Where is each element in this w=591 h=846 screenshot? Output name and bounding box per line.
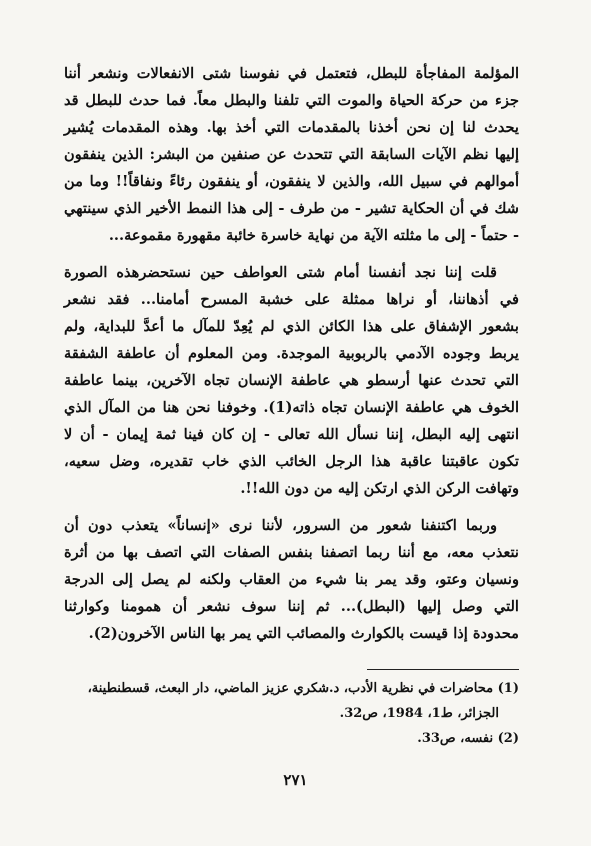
text-line: أموالهم في سبيل الله، والذين لا ينفقون، أو ينفقون رئاءً ونفاقاً!! وما من xyxy=(64,173,519,190)
footnote-text: نفسه، ص33. xyxy=(417,731,494,746)
text-line: انتهى إليه البطل، إننا نسأل الله تعالى - إن كان فينا ثمة إيمان - أن لا xyxy=(64,426,519,443)
footnote-2 xyxy=(64,726,519,751)
footnote-1-continuation: الجزائر، ط1، 1984، ص32. xyxy=(339,706,499,721)
text-line: يحدث لنا إن نحن أخذنا بالمقدمات التي أخذ بها. وهذه المقدمات يُشير xyxy=(64,119,519,136)
footnote-marker: (1) xyxy=(497,681,519,696)
text-line: قلت إننا نجد أنفسنا أمام شتى العواطف حين نستحضرهذه الصورة xyxy=(64,264,497,281)
text-line: وتهافت الركن الذي ارتكن إليه من دون الله!!. xyxy=(240,480,519,497)
text-line: - حتماً - إلى ما مثلته الآية من نهاية خاسرة خائبة مقهورة مقموعة... xyxy=(108,227,519,244)
text-line: جزء من حركة الحياة والموت التي تلفنا والبطل معاً. فما حدث للبطل قد xyxy=(64,92,519,109)
text-line: نتعذب معه، مع أننا ربما اتصفنا بنفس الصفات التي اتصف بها من أثرة xyxy=(64,544,519,561)
text-line: المؤلمة المفاجأة للبطل، فتعتمل في نفوسنا شتى الانفعالات ونشعر أننا xyxy=(64,65,519,82)
footnote-text: محاضرات في نظرية الأدب، د.شكري عزيز الماضي، دار البعث، قسطنطينة، xyxy=(87,681,494,696)
text-line: ونسيان وعتو، وقد يمر بنا شيء من العقاب ولكنه لم يصل إلى الدرجة xyxy=(64,571,519,588)
footnote-1 xyxy=(64,676,519,701)
text-line: محدودة إذا قيست بالكوارث والمصائب التي يمر بها الناس الآخرون(2). xyxy=(88,625,519,642)
footnote-marker: (2) xyxy=(497,731,519,746)
footnote-divider xyxy=(367,669,519,670)
page-number: ٢٧١ xyxy=(283,771,308,789)
paragraph-3 xyxy=(64,512,519,647)
text-line: إليها نظم الآيات السابقة التي تتحدث عن صنفين من البشر: الذين ينفقون xyxy=(64,146,519,163)
footnotes xyxy=(64,676,519,751)
paragraph-1 xyxy=(64,60,519,249)
text-line: التي وصل إليها (البطل)... ثم إننا سوف نشعر أن همومنا وكوارثنا xyxy=(64,598,519,615)
text-line: تكون عاقبتنا عاقبة هذا الرجل الخائب الذي خاب تقديره، وضل سعيه، xyxy=(64,453,519,470)
main-text xyxy=(64,60,519,657)
text-line: شك في أن الحكاية تشير - من طرف - إلى هذا النمط الأخير الذي سينتهي xyxy=(64,200,519,217)
text-line: وربما اكتنفنا شعور من السرور، لأننا نرى «إنساناً» يتعذب دون أن xyxy=(64,517,497,534)
text-line: يربط وجوده الآدمي بالربوبية الموجدة. ومن المعلوم أن عاطفة الشفقة xyxy=(64,345,519,362)
text-line: التي تحدث عنها أرسطو هي عاطفة الإنسان تجاه الآخرين، بينما عاطفة xyxy=(64,372,519,389)
paragraph-2 xyxy=(64,259,519,502)
text-line: بشعور الإشفاق على هذا الكائن الذي لم يُعِدّ للمآل ما أعدَّ للبداية، ولم xyxy=(64,318,519,335)
text-line: الخوف هي عاطفة الإنسان تجاه ذاته(1). وخوفنا نحن هنا من المآل الذي xyxy=(64,399,520,416)
text-line: في أذهاننا، أو نراها ممثلة على خشبة المسرح أمامنا... فقد نشعر xyxy=(64,291,519,308)
